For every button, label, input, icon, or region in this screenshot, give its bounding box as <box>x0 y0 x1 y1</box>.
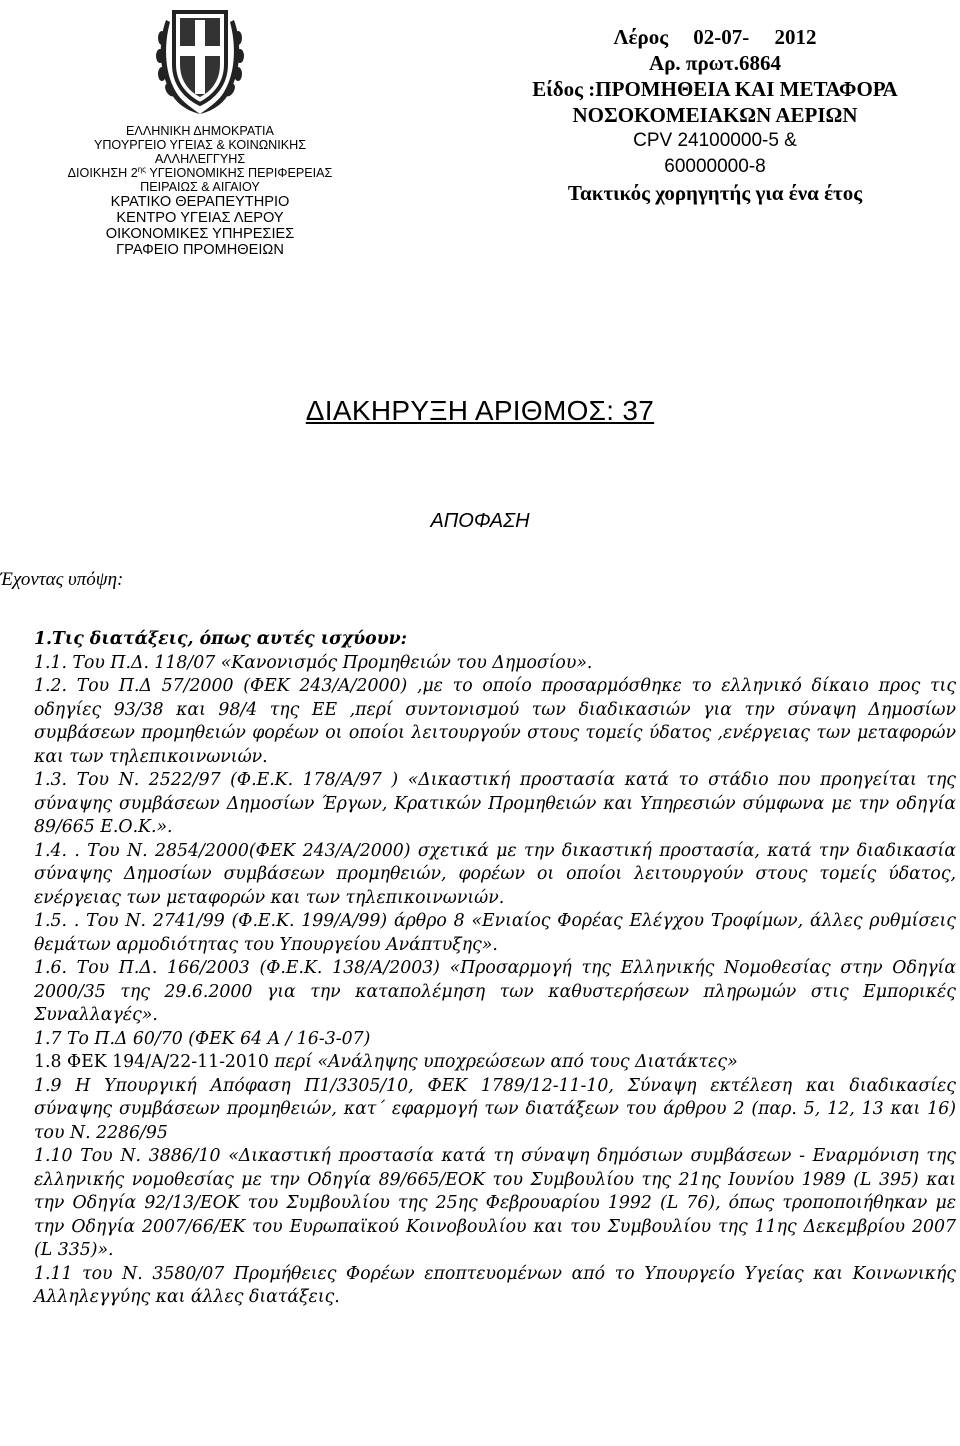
org-line-health-center: ΚΕΝΤΡΟ ΥΓΕΙΑΣ ΛΕΡΟΥ <box>116 210 284 226</box>
provision-item: 1.4. . Του Ν. 2854/2000(ΦΕΚ 243/Α/2000) σχετικά με την δικαστική προστασία, κατά την διαδικασία σύναψης Δημοσίων συμβάσεων προμηθειών, φορέων οι οποίοι λειτουργούν στους τομείς ύδατος, ενέργειας των μεταφορών και των τηλεπικοινωνιών. <box>34 840 956 908</box>
provision-item: 1.9 Η Υπουργική Απόφαση Π1/3305/10, ΦΕΚ 1789/12-11-10, Σύναψη εκτέλεση και διαδικασίες σύναψης συμβάσεων προμηθειών, κατ΄ εφαρμογή των διατάξεων του άρθρου 2 (παρ. 5, 12, 13 και 16) του Ν. 2286/95 <box>34 1075 956 1143</box>
org-line-ministry-cont: ΑΛΛΗΛΕΓΓΥΗΣ <box>154 152 246 166</box>
coat-of-arms-icon <box>152 2 248 118</box>
protocol-number: Αρ. πρωτ.6864 <box>649 51 781 75</box>
provision-item: 1.5. . Του Ν. 2741/99 (Φ.Ε.Κ. 199/Α/99) άρθρο 8 «Ενιαίος Φορέας Ελέγχου Τροφίμων, άλλες ρυθμίσεις θεμάτων αρμοδιότητας του Υπουργείου Ανάπτυξης». <box>34 911 956 955</box>
region-sup: ης <box>137 165 147 174</box>
org-line-region-cont: ΠΕΙΡΑΙΩΣ & ΑΙΓΑΙΟΥ <box>140 180 260 194</box>
region-suffix: ΥΓΕΙΟΝΟΜΙΚΗΣ ΠΕΡΙΦΕΡΕΙΑΣ <box>146 166 333 180</box>
procurement-type-cont: ΝΟΣΟΚΟΜΕΙΑΚΩΝ ΑΕΡΙΩΝ <box>572 103 858 127</box>
org-line-financial-services: ΟΙΚΟΝΟΜΙΚΕΣ ΥΠΗΡΕΣΙΕΣ <box>105 226 295 242</box>
cpv-code: CPV 24100000-5 & <box>633 130 797 151</box>
provision-item: 1.10 Του Ν. 3886/10 «Δικαστική προστασία κατά τη σύναψη δημόσιων συμβάσεων - Εναρμόνιση της ελληνικής νομοθεσίας με την Οδηγία 89/665/ΕΟΚ του Συμβουλίου της 21ης Ιουνίου 1989 (L 395) και την Οδηγία 92/13/ΕΟΚ του Συμβουλίου της 25ης Φεβρουαρίου 1992 (L 76), όπως τροποποιήθηκαν με την Οδηγία 2007/66/ΕΚ του Ευρωπαϊκού Κοινοβουλίου και του Συμβουλίου της 11ης Δεκεμβρίου 2007 (L 335)». <box>34 1146 956 1260</box>
org-line-procurement-office: ΓΡΑΦΕΙΟ ΠΡΟΜΗΘΕΙΩΝ <box>116 242 284 258</box>
org-line-hospital: ΚΡΑΤΙΚΟ ΘΕΡΑΠΕΥΤΗΡΙΟ <box>110 194 290 210</box>
document-meta-block <box>480 24 950 206</box>
org-line-ministry: ΥΠΟΥΡΓΕΙΟ ΥΓΕΙΑΣ & ΚΟΙΝΩΝΙΚΗΣ <box>93 138 307 152</box>
provision-item: 1.2. Του Π.Δ 57/2000 (ΦΕΚ 243/Α/2000) ,με το οποίο προσαρμόσθηκε το ελληνικό δίκαιο προς τις οδηγίες 93/38 και 98/4 της ΕΕ ,περί συντονισμού των διαδικασιών για την σύναψη Δημοσίων συμβάσεων προμηθειών φορέων οι οποίοι λειτουργούν στους τομείς ύδατος ,ενέργειας των μεταφορών και των τηλεπικοινωνιών. <box>34 676 956 767</box>
provision-text: περί «Ανάληψης υποχρεώσεων από τους Διατάκτες» <box>268 1052 738 1072</box>
provision-fek: ΦΕΚ 194/Α/22-11-2010 <box>66 1052 269 1072</box>
org-line-region <box>30 166 370 180</box>
decision-heading: ΑΠΟΦΑΣΗ <box>430 510 530 532</box>
issuing-authority-block <box>30 2 370 258</box>
cpv-code-cont: 60000000-8 <box>664 156 766 177</box>
supplier-type: Τακτικός χορηγητής για ένα έτος <box>567 181 863 205</box>
provision-number: 1.8 <box>34 1052 67 1072</box>
provision-item: 1.1. Του Π.Δ. 118/07 «Κανονισμός Προμηθειών του Δημοσίου». <box>34 652 593 673</box>
procurement-type: Είδος :ΠΡΟΜΗΘΕΙΑ ΚΑΙ ΜΕΤΑΦΟΡΑ <box>532 77 898 101</box>
having-in-mind-label: Έχοντας υπόψη: <box>0 569 124 590</box>
provision-item: 1.11 του Ν. 3580/07 Προμήθειες Φορέων εποπτευομένων από το Υπουργείο Υγείας και Κοινωνικής Αλληλεγγύης και άλλες διατάξεις. <box>34 1263 956 1307</box>
provision-item <box>34 1051 956 1075</box>
provision-item: 1.6. Του Π.Δ. 166/2003 (Φ.Ε.Κ. 138/Α/2003) «Προσαρμογή της Ελληνικής Νομοθεσίας στην Οδηγία 2000/35 της 29.6.2000 για την καταπολέμηση των καθυστερήσεων πληρωμών στις Εμπορικές Συναλλαγές». <box>34 958 956 1025</box>
page-title: ΔΙΑΚΗΡΥΞΗ ΑΡΙΘΜΟΣ: 37 <box>305 395 655 426</box>
provisions-heading: 1.Τις διατάξεις, όπως αυτές ισχύουν: <box>34 629 408 649</box>
region-prefix: ΔΙΟΙΚΗΣΗ 2 <box>67 166 138 180</box>
provision-item: 1.3. Του Ν. 2522/97 (Φ.Ε.Κ. 178/Α/97 ) «Δικαστική προστασία κατά το στάδιο που προηγείται της σύναψης συμβάσεων Δημοσίων Έργων, Κρατικών Προμηθειών και Υπηρεσιών σύμφωνα με την οδηγία 89/665 Ε.Ο.Κ.». <box>34 770 956 837</box>
place-date: Λέρος 02-07- 2012 <box>613 25 817 49</box>
provision-item: 1.7 Το Π.Δ 60/70 (ΦΕΚ 64 Α / 16-3-07) <box>34 1028 371 1049</box>
document-body <box>34 628 956 1310</box>
org-line-republic: ΕΛΛΗΝΙΚΗ ΔΗΜΟΚΡΑΤΙΑ <box>126 124 274 138</box>
